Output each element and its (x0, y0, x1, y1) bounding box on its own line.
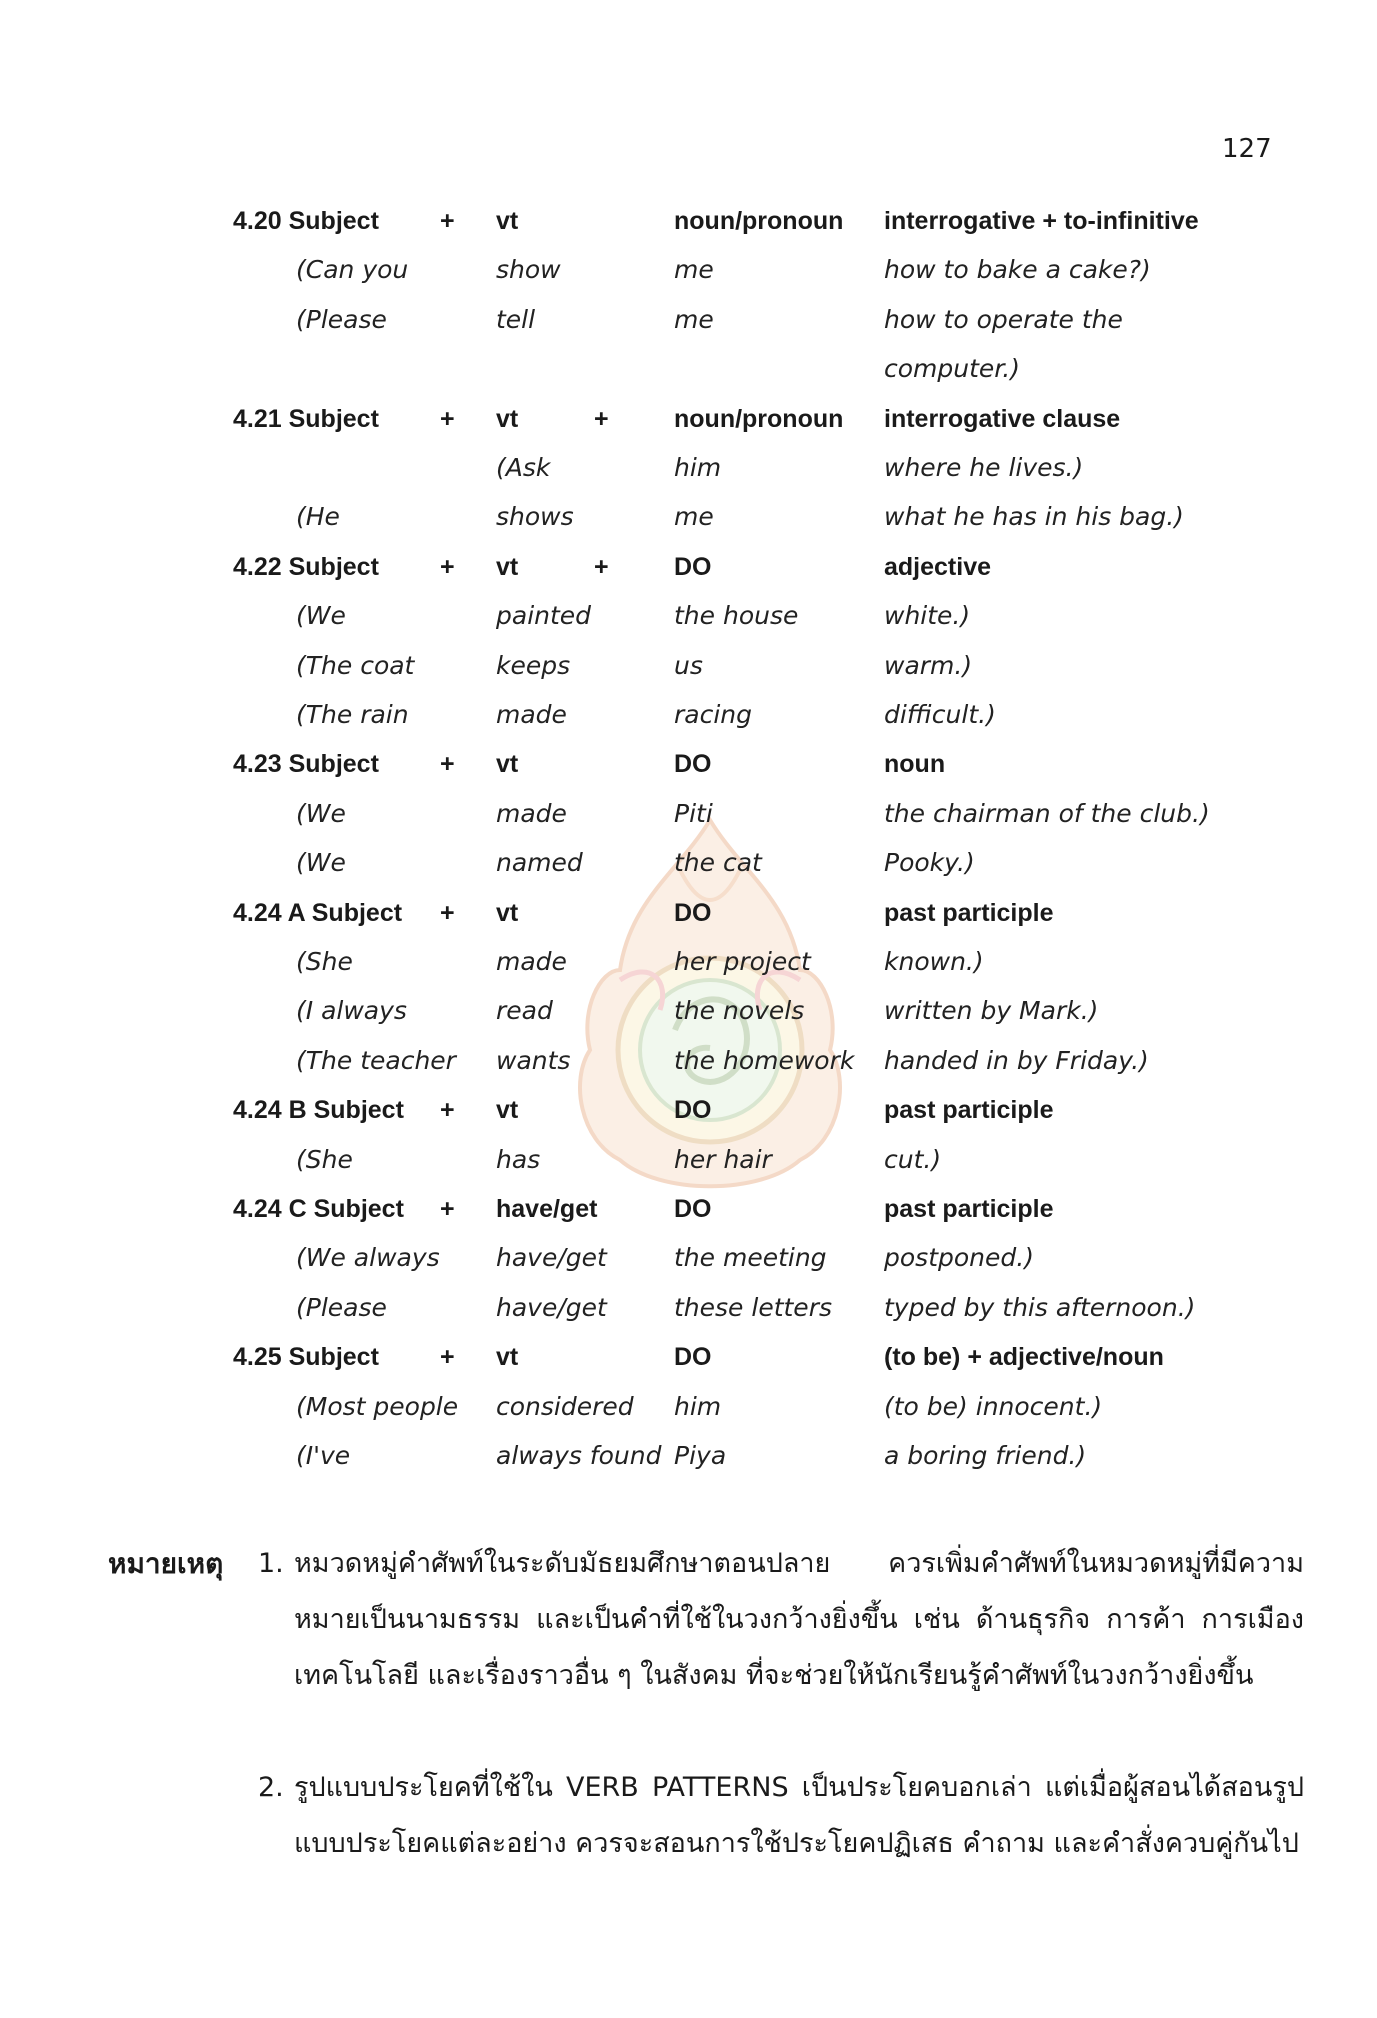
col-subject: (Please (296, 304, 387, 334)
col-complement: computer.) (884, 354, 1020, 384)
col-object: the meeting (674, 1243, 827, 1273)
col-plus: + (440, 750, 455, 779)
col-subject: 4.24 B Subject (233, 1096, 404, 1125)
col-object: DO (674, 1195, 712, 1223)
col-complement: Pooky.) (884, 848, 975, 878)
col-complement: warm.) (884, 650, 973, 680)
col-subject: (I always (296, 996, 407, 1026)
col-verb: vt (496, 1343, 519, 1372)
col-complement: known.) (884, 947, 984, 976)
col-object: DO (674, 898, 712, 927)
col-object: me (674, 255, 714, 285)
col-verb: always found (496, 1441, 662, 1470)
col-subject: 4.23 Subject (233, 750, 379, 779)
col-verb: vt (496, 552, 519, 581)
col-object: noun/pronoun (674, 207, 844, 235)
col-object: us (674, 650, 703, 680)
col-complement: past participle (884, 1195, 1054, 1223)
col-subject: 4.25 Subject (233, 1343, 379, 1372)
pattern-heading-row (0, 1337, 1377, 1377)
note-text: หมวดหมู่คำศัพท์ในระดับมัธยมศึกษาตอนปลาย ควรเพิ่มคำศัพท์ในหมวดหมู่ที่มีความหมายเป็นนามธรรม และเป็นคำที่ใช้ในวงกว้างยิ่งขึ้น เช่น ด้านธุรกิจ การค้า การเมือง เทคโนโลยี และเรื่องราวอื่น ๆ ในสังคม ที่จะช่วยให้นักเรียนรู้คำศัพท์ในวงกว้างยิ่งขึ้น (294, 1548, 1304, 1691)
page-number: 127 (1222, 134, 1272, 164)
col-verb: shows (496, 502, 574, 532)
col-complement: handed in by Friday.) (884, 1045, 1149, 1075)
example-row (0, 794, 1377, 834)
col-plus2: + (594, 552, 609, 581)
col-complement: how to operate the (884, 304, 1123, 334)
col-verb: vt (496, 898, 519, 927)
col-subject: (Most people (296, 1391, 459, 1421)
col-verb: vt (496, 404, 519, 433)
col-object: racing (674, 700, 753, 729)
col-complement: white.) (884, 601, 971, 631)
note-text: รูปแบบประโยคที่ใช้ใน VERB PATTERNS เป็นประโยคบอกเล่า แต่เมื่อผู้สอนได้สอนรูปแบบประโยคแต่ละอย่าง ควรจะสอนการใช้ประโยคปฏิเสธ คำถาม และคำสั่งควบคู่กันไป (294, 1772, 1304, 1859)
col-subject: (We (296, 601, 346, 631)
col-verb: tell (496, 304, 536, 334)
col-object: her hair (674, 1144, 772, 1174)
col-object: the house (674, 601, 799, 631)
col-complement: adjective (884, 552, 992, 581)
col-object: the cat (674, 848, 762, 878)
col-verb: vt (496, 750, 519, 779)
example-row (0, 646, 1377, 686)
col-object: DO (674, 552, 712, 581)
col-verb: considered (496, 1391, 634, 1421)
col-complement: written by Mark.) (884, 996, 1099, 1026)
col-verb: show (496, 255, 561, 285)
col-object: Piya (674, 1441, 727, 1470)
col-plus2: + (594, 404, 609, 433)
col-complement: (to be) + adjective/noun (884, 1343, 1164, 1372)
col-plus: + (440, 207, 455, 235)
col-complement: the chairman of the club.) (884, 798, 1210, 828)
col-object: the novels (674, 996, 805, 1026)
example-row (0, 349, 1377, 389)
col-subject: (The coat (296, 650, 415, 680)
col-verb: (Ask (496, 453, 551, 482)
example-row (0, 1436, 1377, 1476)
col-verb: made (496, 947, 567, 976)
col-subject: (We (296, 798, 346, 828)
col-complement: difficult.) (884, 700, 996, 729)
col-verb: named (496, 848, 583, 878)
col-subject: (She (296, 947, 353, 976)
col-complement: typed by this afternoon.) (884, 1292, 1196, 1322)
col-object: the homework (674, 1045, 855, 1075)
example-row (0, 843, 1377, 883)
col-subject: (The teacher (296, 1045, 456, 1075)
col-verb: made (496, 798, 567, 828)
example-row (0, 1041, 1377, 1081)
col-verb: made (496, 700, 567, 729)
example-row (0, 448, 1377, 488)
col-subject: (Can you (296, 255, 409, 285)
col-verb: painted (496, 601, 592, 631)
pattern-heading-row (0, 744, 1377, 784)
example-row (0, 1238, 1377, 1278)
note-item-1 (258, 1536, 1304, 1704)
col-complement: (to be) innocent.) (884, 1391, 1103, 1421)
example-row (0, 497, 1377, 537)
col-complement: a boring friend.) (884, 1441, 1087, 1470)
example-row (0, 695, 1377, 735)
col-subject: (We (296, 848, 346, 878)
col-subject: 4.24 A Subject (233, 898, 403, 927)
col-subject: (She (296, 1144, 353, 1174)
col-subject: (He (296, 502, 340, 532)
col-verb: read (496, 996, 553, 1026)
example-row (0, 991, 1377, 1031)
col-verb: have/get (496, 1292, 607, 1322)
col-plus: + (440, 404, 455, 433)
col-subject: 4.21 Subject (233, 404, 379, 433)
pattern-heading-row (0, 1090, 1377, 1130)
note-number: 1. (258, 1548, 284, 1579)
col-subject: 4.24 C Subject (233, 1195, 404, 1223)
example-row (0, 1140, 1377, 1180)
col-verb: vt (496, 1096, 519, 1125)
example-row (0, 300, 1377, 340)
col-object: these letters (674, 1292, 832, 1322)
col-verb: vt (496, 207, 519, 235)
col-verb: have/get (496, 1243, 607, 1273)
col-object: noun/pronoun (674, 404, 844, 433)
col-complement: cut.) (884, 1144, 942, 1174)
col-object: me (674, 502, 714, 532)
col-plus: + (440, 1195, 455, 1223)
example-row (0, 1288, 1377, 1328)
col-object: DO (674, 750, 712, 779)
col-complement: postponed.) (884, 1243, 1034, 1273)
col-object: him (674, 453, 722, 482)
col-complement: interrogative + to-infinitive (884, 207, 1199, 235)
col-subject: (The rain (296, 700, 409, 729)
col-object: DO (674, 1343, 712, 1372)
col-object: me (674, 304, 714, 334)
note-number: 2. (258, 1772, 284, 1803)
note-item-2 (258, 1760, 1304, 1928)
col-subject: (I've (296, 1441, 351, 1470)
col-verb: has (496, 1144, 541, 1174)
col-plus: + (440, 552, 455, 581)
col-complement: how to bake a cake?) (884, 255, 1151, 285)
pattern-heading-row (0, 201, 1377, 241)
col-object: him (674, 1391, 722, 1421)
example-row (0, 1387, 1377, 1427)
pattern-heading-row (0, 399, 1377, 439)
example-row (0, 596, 1377, 636)
col-object: her project (674, 947, 811, 976)
example-row (0, 942, 1377, 982)
col-complement: past participle (884, 898, 1054, 927)
pattern-heading-row (0, 1189, 1377, 1229)
col-verb: wants (496, 1045, 571, 1075)
col-plus: + (440, 898, 455, 927)
col-verb: keeps (496, 650, 571, 680)
pattern-heading-row (0, 547, 1377, 587)
col-subject: 4.22 Subject (233, 552, 379, 581)
col-plus: + (440, 1096, 455, 1125)
col-complement: interrogative clause (884, 404, 1121, 433)
col-complement: what he has in his bag.) (884, 502, 1184, 532)
pattern-heading-row (0, 893, 1377, 933)
col-complement: noun (884, 750, 946, 779)
col-plus: + (440, 1343, 455, 1372)
col-complement: where he lives.) (884, 453, 1084, 482)
col-subject: (Please (296, 1292, 387, 1322)
col-subject: (We always (296, 1243, 440, 1273)
col-subject: 4.20 Subject (233, 207, 379, 235)
col-verb: have/get (496, 1195, 598, 1223)
example-row (0, 250, 1377, 290)
col-object: DO (674, 1096, 712, 1125)
col-complement: past participle (884, 1096, 1054, 1125)
col-object: Piti (674, 798, 713, 828)
notes-label: หมายเหตุ (108, 1547, 224, 1580)
